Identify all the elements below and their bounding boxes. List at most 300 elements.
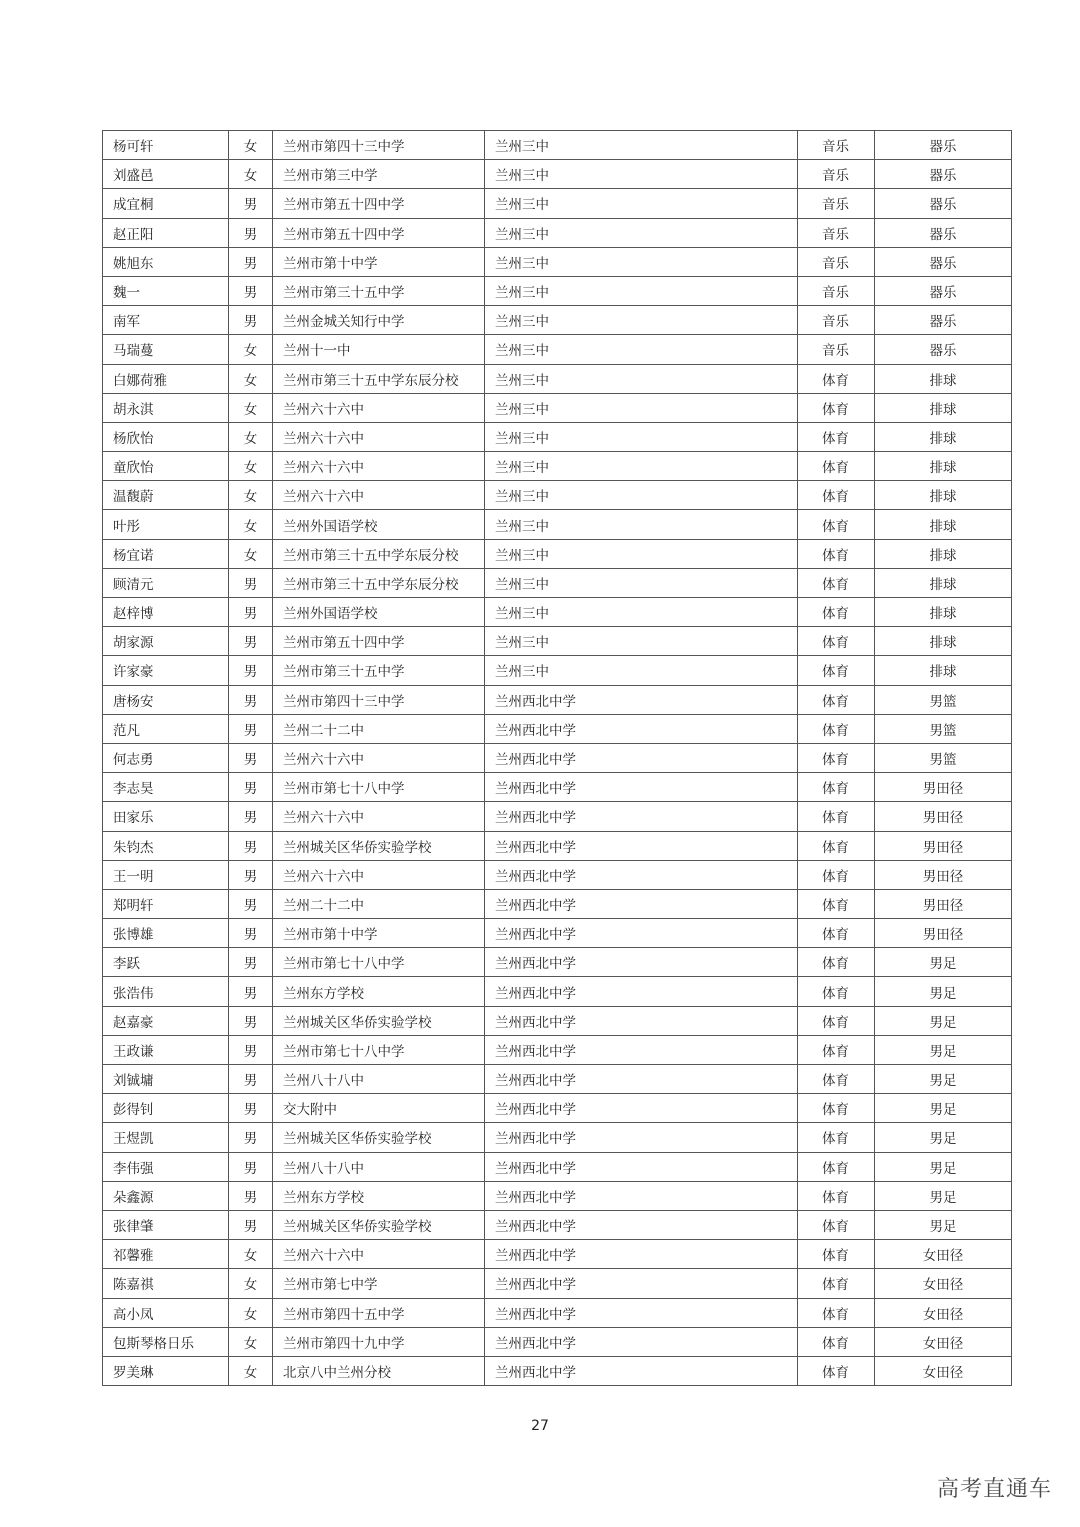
cell-item: 男足 [875,977,1012,1006]
table-row [103,1327,1012,1356]
cell-item: 排球 [875,539,1012,568]
table-row [103,977,1012,1006]
cell-name: 唐杨安 [103,685,229,714]
cell-origin-school: 兰州金城关知行中学 [273,306,485,335]
cell-item: 器乐 [875,160,1012,189]
cell-admitted-school: 兰州西北中学 [485,1065,798,1094]
cell-name: 魏一 [103,276,229,305]
cell-gender: 男 [229,568,273,597]
cell-origin-school: 兰州市第五十四中学 [273,218,485,247]
cell-origin-school: 交大附中 [273,1094,485,1123]
cell-admitted-school: 兰州三中 [485,568,798,597]
cell-origin-school: 兰州市第五十四中学 [273,627,485,656]
cell-name: 田家乐 [103,802,229,831]
table-row [103,422,1012,451]
cell-gender: 男 [229,1210,273,1239]
cell-item: 男足 [875,948,1012,977]
table-row [103,627,1012,656]
cell-category: 体育 [798,481,875,510]
table-row [103,1035,1012,1064]
cell-admitted-school: 兰州三中 [485,131,798,160]
table-row [103,1210,1012,1239]
cell-name: 包斯琴格日乐 [103,1327,229,1356]
cell-origin-school: 兰州外国语学校 [273,510,485,539]
cell-admitted-school: 兰州西北中学 [485,860,798,889]
cell-name: 彭得钊 [103,1094,229,1123]
cell-admitted-school: 兰州三中 [485,364,798,393]
cell-name: 李伟强 [103,1152,229,1181]
cell-admitted-school: 兰州西北中学 [485,1006,798,1035]
cell-origin-school: 兰州六十六中 [273,422,485,451]
cell-admitted-school: 兰州三中 [485,276,798,305]
cell-item: 排球 [875,510,1012,539]
table-row [103,364,1012,393]
cell-item: 女田径 [875,1356,1012,1385]
cell-origin-school: 兰州东方学校 [273,977,485,1006]
cell-origin-school: 兰州市第三十五中学东辰分校 [273,539,485,568]
cell-name: 南军 [103,306,229,335]
table-row [103,1094,1012,1123]
cell-admitted-school: 兰州三中 [485,598,798,627]
cell-admitted-school: 兰州西北中学 [485,1269,798,1298]
cell-admitted-school: 兰州西北中学 [485,948,798,977]
cell-item: 器乐 [875,189,1012,218]
cell-gender: 男 [229,714,273,743]
cell-item: 器乐 [875,247,1012,276]
cell-admitted-school: 兰州三中 [485,452,798,481]
cell-admitted-school: 兰州西北中学 [485,889,798,918]
cell-item: 男田径 [875,773,1012,802]
cell-item: 男篮 [875,685,1012,714]
cell-origin-school: 兰州市第十中学 [273,247,485,276]
cell-gender: 男 [229,889,273,918]
cell-gender: 女 [229,1298,273,1327]
cell-category: 体育 [798,919,875,948]
cell-origin-school: 兰州六十六中 [273,860,485,889]
cell-origin-school: 兰州城关区华侨实验学校 [273,1123,485,1152]
cell-category: 体育 [798,422,875,451]
cell-item: 排球 [875,422,1012,451]
cell-origin-school: 兰州二十二中 [273,714,485,743]
table-row [103,1152,1012,1181]
cell-item: 器乐 [875,218,1012,247]
cell-gender: 女 [229,481,273,510]
cell-name: 白娜荷雅 [103,364,229,393]
table-row [103,393,1012,422]
cell-admitted-school: 兰州西北中学 [485,919,798,948]
cell-gender: 男 [229,1152,273,1181]
cell-origin-school: 兰州城关区华侨实验学校 [273,1210,485,1239]
cell-origin-school: 兰州六十六中 [273,802,485,831]
cell-admitted-school: 兰州西北中学 [485,1035,798,1064]
cell-item: 排球 [875,656,1012,685]
cell-category: 体育 [798,889,875,918]
table-row [103,1123,1012,1152]
cell-gender: 男 [229,247,273,276]
cell-item: 排球 [875,452,1012,481]
cell-gender: 男 [229,773,273,802]
cell-category: 体育 [798,773,875,802]
table-row [103,1065,1012,1094]
cell-item: 女田径 [875,1298,1012,1327]
cell-item: 男足 [875,1065,1012,1094]
cell-gender: 女 [229,131,273,160]
cell-category: 体育 [798,1152,875,1181]
cell-gender: 男 [229,1094,273,1123]
cell-name: 张博雄 [103,919,229,948]
cell-item: 男篮 [875,714,1012,743]
cell-origin-school: 兰州市第七中学 [273,1269,485,1298]
table-row [103,1240,1012,1269]
cell-admitted-school: 兰州三中 [485,247,798,276]
cell-name: 张律肇 [103,1210,229,1239]
cell-origin-school: 北京八中兰州分校 [273,1356,485,1385]
cell-origin-school: 兰州东方学校 [273,1181,485,1210]
cell-item: 男田径 [875,919,1012,948]
cell-origin-school: 兰州六十六中 [273,743,485,772]
cell-admitted-school: 兰州西北中学 [485,743,798,772]
cell-name: 王一明 [103,860,229,889]
cell-origin-school: 兰州六十六中 [273,481,485,510]
cell-gender: 男 [229,977,273,1006]
cell-category: 体育 [798,452,875,481]
table-row [103,948,1012,977]
cell-name: 张浩伟 [103,977,229,1006]
cell-origin-school: 兰州八十八中 [273,1152,485,1181]
cell-category: 体育 [798,1065,875,1094]
table-row [103,889,1012,918]
cell-item: 器乐 [875,306,1012,335]
cell-admitted-school: 兰州西北中学 [485,977,798,1006]
cell-category: 体育 [798,1006,875,1035]
cell-name: 王煜凯 [103,1123,229,1152]
cell-category: 体育 [798,1094,875,1123]
cell-gender: 男 [229,189,273,218]
cell-category: 体育 [798,539,875,568]
cell-category: 音乐 [798,131,875,160]
cell-category: 体育 [798,568,875,597]
cell-item: 男田径 [875,802,1012,831]
cell-item: 男足 [875,1123,1012,1152]
cell-gender: 女 [229,1269,273,1298]
cell-gender: 女 [229,393,273,422]
cell-gender: 男 [229,218,273,247]
cell-item: 女田径 [875,1269,1012,1298]
cell-category: 体育 [798,1123,875,1152]
cell-name: 许家豪 [103,656,229,685]
cell-admitted-school: 兰州西北中学 [485,1094,798,1123]
cell-origin-school: 兰州六十六中 [273,452,485,481]
cell-origin-school: 兰州市第七十八中学 [273,948,485,977]
table-row [103,481,1012,510]
cell-name: 罗美琳 [103,1356,229,1385]
cell-admitted-school: 兰州三中 [485,393,798,422]
cell-category: 体育 [798,510,875,539]
cell-admitted-school: 兰州西北中学 [485,1181,798,1210]
table-row [103,510,1012,539]
cell-category: 音乐 [798,306,875,335]
cell-admitted-school: 兰州三中 [485,218,798,247]
cell-item: 男足 [875,1210,1012,1239]
cell-name: 赵梓博 [103,598,229,627]
cell-admitted-school: 兰州三中 [485,510,798,539]
cell-name: 李跃 [103,948,229,977]
cell-name: 成宜桐 [103,189,229,218]
cell-gender: 女 [229,160,273,189]
cell-gender: 女 [229,335,273,364]
cell-name: 赵嘉豪 [103,1006,229,1035]
cell-origin-school: 兰州市第十中学 [273,919,485,948]
table-row [103,1181,1012,1210]
cell-category: 体育 [798,948,875,977]
cell-gender: 男 [229,276,273,305]
cell-item: 排球 [875,568,1012,597]
cell-gender: 男 [229,685,273,714]
cell-category: 体育 [798,802,875,831]
cell-origin-school: 兰州市第三十五中学东辰分校 [273,568,485,597]
cell-item: 男足 [875,1181,1012,1210]
cell-origin-school: 兰州市第三十五中学东辰分校 [273,364,485,393]
cell-gender: 男 [229,860,273,889]
cell-gender: 女 [229,510,273,539]
cell-admitted-school: 兰州西北中学 [485,773,798,802]
cell-origin-school: 兰州市第三十五中学 [273,656,485,685]
cell-name: 祁馨雅 [103,1240,229,1269]
cell-category: 体育 [798,627,875,656]
cell-name: 范凡 [103,714,229,743]
cell-name: 高小凤 [103,1298,229,1327]
cell-gender: 男 [229,1065,273,1094]
cell-gender: 女 [229,1327,273,1356]
cell-item: 器乐 [875,276,1012,305]
cell-admitted-school: 兰州三中 [485,422,798,451]
table-row [103,247,1012,276]
cell-name: 胡永淇 [103,393,229,422]
cell-category: 体育 [798,860,875,889]
cell-gender: 女 [229,1356,273,1385]
cell-admitted-school: 兰州西北中学 [485,1210,798,1239]
cell-gender: 男 [229,1181,273,1210]
cell-category: 体育 [798,1298,875,1327]
cell-category: 音乐 [798,160,875,189]
table-row [103,131,1012,160]
cell-category: 音乐 [798,189,875,218]
cell-admitted-school: 兰州西北中学 [485,831,798,860]
table-row [103,306,1012,335]
cell-gender: 女 [229,422,273,451]
table-row [103,276,1012,305]
table-row [103,1298,1012,1327]
cell-name: 杨可轩 [103,131,229,160]
cell-category: 体育 [798,1210,875,1239]
cell-item: 器乐 [875,131,1012,160]
table-row [103,160,1012,189]
cell-name: 叶彤 [103,510,229,539]
cell-name: 朱钧杰 [103,831,229,860]
cell-category: 体育 [798,831,875,860]
table-row [103,1356,1012,1385]
cell-category: 体育 [798,714,875,743]
cell-category: 体育 [798,685,875,714]
cell-item: 男田径 [875,889,1012,918]
table-row [103,189,1012,218]
cell-name: 郑明轩 [103,889,229,918]
cell-name: 李志昊 [103,773,229,802]
cell-gender: 男 [229,802,273,831]
table-row [103,919,1012,948]
cell-admitted-school: 兰州西北中学 [485,1298,798,1327]
cell-origin-school: 兰州市第三中学 [273,160,485,189]
cell-name: 赵正阳 [103,218,229,247]
cell-origin-school: 兰州城关区华侨实验学校 [273,1006,485,1035]
cell-name: 王政谦 [103,1035,229,1064]
cell-origin-school: 兰州市第四十三中学 [273,685,485,714]
cell-admitted-school: 兰州三中 [485,627,798,656]
cell-origin-school: 兰州城关区华侨实验学校 [273,831,485,860]
cell-name: 温馥蔚 [103,481,229,510]
cell-item: 女田径 [875,1240,1012,1269]
cell-admitted-school: 兰州三中 [485,539,798,568]
cell-item: 排球 [875,393,1012,422]
table-row [103,598,1012,627]
cell-admitted-school: 兰州西北中学 [485,1123,798,1152]
cell-category: 音乐 [798,247,875,276]
cell-gender: 男 [229,919,273,948]
cell-gender: 女 [229,1240,273,1269]
table-row [103,685,1012,714]
table-row [103,218,1012,247]
cell-category: 音乐 [798,276,875,305]
cell-item: 排球 [875,627,1012,656]
cell-item: 男足 [875,1094,1012,1123]
cell-item: 男足 [875,1035,1012,1064]
cell-category: 体育 [798,598,875,627]
table-row [103,568,1012,597]
page-number: 27 [531,1418,549,1434]
cell-origin-school: 兰州二十二中 [273,889,485,918]
cell-category: 音乐 [798,218,875,247]
table-row [103,656,1012,685]
table-row [103,335,1012,364]
cell-item: 男田径 [875,831,1012,860]
cell-gender: 男 [229,1006,273,1035]
cell-name: 陈嘉祺 [103,1269,229,1298]
cell-category: 体育 [798,1327,875,1356]
cell-origin-school: 兰州十一中 [273,335,485,364]
cell-item: 排球 [875,598,1012,627]
cell-origin-school: 兰州市第四十九中学 [273,1327,485,1356]
cell-name: 刘铖墉 [103,1065,229,1094]
cell-origin-school: 兰州六十六中 [273,393,485,422]
table-row [103,860,1012,889]
cell-name: 胡家源 [103,627,229,656]
cell-admitted-school: 兰州西北中学 [485,1327,798,1356]
cell-admitted-school: 兰州西北中学 [485,802,798,831]
table-row [103,452,1012,481]
cell-admitted-school: 兰州三中 [485,481,798,510]
cell-origin-school: 兰州市第四十五中学 [273,1298,485,1327]
cell-origin-school: 兰州市第七十八中学 [273,773,485,802]
cell-admitted-school: 兰州西北中学 [485,1152,798,1181]
cell-name: 朵鑫源 [103,1181,229,1210]
cell-gender: 女 [229,539,273,568]
table-row [103,802,1012,831]
cell-origin-school: 兰州八十八中 [273,1065,485,1094]
cell-admitted-school: 兰州三中 [485,335,798,364]
cell-name: 童欣怡 [103,452,229,481]
cell-category: 体育 [798,1240,875,1269]
cell-origin-school: 兰州市第五十四中学 [273,189,485,218]
watermark: 高考直通车 [936,1477,1052,1502]
cell-admitted-school: 兰州西北中学 [485,1356,798,1385]
cell-category: 体育 [798,1356,875,1385]
cell-origin-school: 兰州市第三十五中学 [273,276,485,305]
cell-gender: 男 [229,743,273,772]
table-row [103,1269,1012,1298]
cell-category: 体育 [798,743,875,772]
table-row [103,714,1012,743]
cell-admitted-school: 兰州三中 [485,656,798,685]
cell-admitted-school: 兰州西北中学 [485,1240,798,1269]
cell-gender: 男 [229,1123,273,1152]
roster-table-body [103,131,1012,1386]
cell-item: 排球 [875,481,1012,510]
cell-category: 体育 [798,364,875,393]
cell-item: 器乐 [875,335,1012,364]
table-row [103,1006,1012,1035]
cell-gender: 男 [229,1035,273,1064]
cell-gender: 男 [229,598,273,627]
cell-name: 杨欣怡 [103,422,229,451]
cell-origin-school: 兰州六十六中 [273,1240,485,1269]
cell-name: 顾清元 [103,568,229,597]
cell-origin-school: 兰州市第七十八中学 [273,1035,485,1064]
cell-name: 姚旭东 [103,247,229,276]
cell-category: 体育 [798,977,875,1006]
roster-table [102,130,1012,1386]
cell-name: 刘盛邑 [103,160,229,189]
cell-gender: 男 [229,948,273,977]
table-row [103,831,1012,860]
cell-item: 男足 [875,1006,1012,1035]
cell-name: 马瑞蔓 [103,335,229,364]
table-row [103,539,1012,568]
cell-admitted-school: 兰州西北中学 [485,714,798,743]
cell-admitted-school: 兰州三中 [485,160,798,189]
cell-category: 体育 [798,1035,875,1064]
cell-category: 体育 [798,1181,875,1210]
cell-item: 男足 [875,1152,1012,1181]
cell-category: 音乐 [798,335,875,364]
cell-admitted-school: 兰州三中 [485,189,798,218]
cell-item: 排球 [875,364,1012,393]
table-row [103,743,1012,772]
cell-admitted-school: 兰州西北中学 [485,685,798,714]
cell-name: 杨宜诺 [103,539,229,568]
cell-gender: 男 [229,306,273,335]
cell-gender: 女 [229,364,273,393]
cell-gender: 女 [229,452,273,481]
cell-origin-school: 兰州市第四十三中学 [273,131,485,160]
cell-gender: 男 [229,656,273,685]
cell-category: 体育 [798,1269,875,1298]
cell-category: 体育 [798,393,875,422]
cell-category: 体育 [798,656,875,685]
cell-origin-school: 兰州外国语学校 [273,598,485,627]
cell-gender: 男 [229,831,273,860]
table-row [103,773,1012,802]
cell-item: 男田径 [875,860,1012,889]
